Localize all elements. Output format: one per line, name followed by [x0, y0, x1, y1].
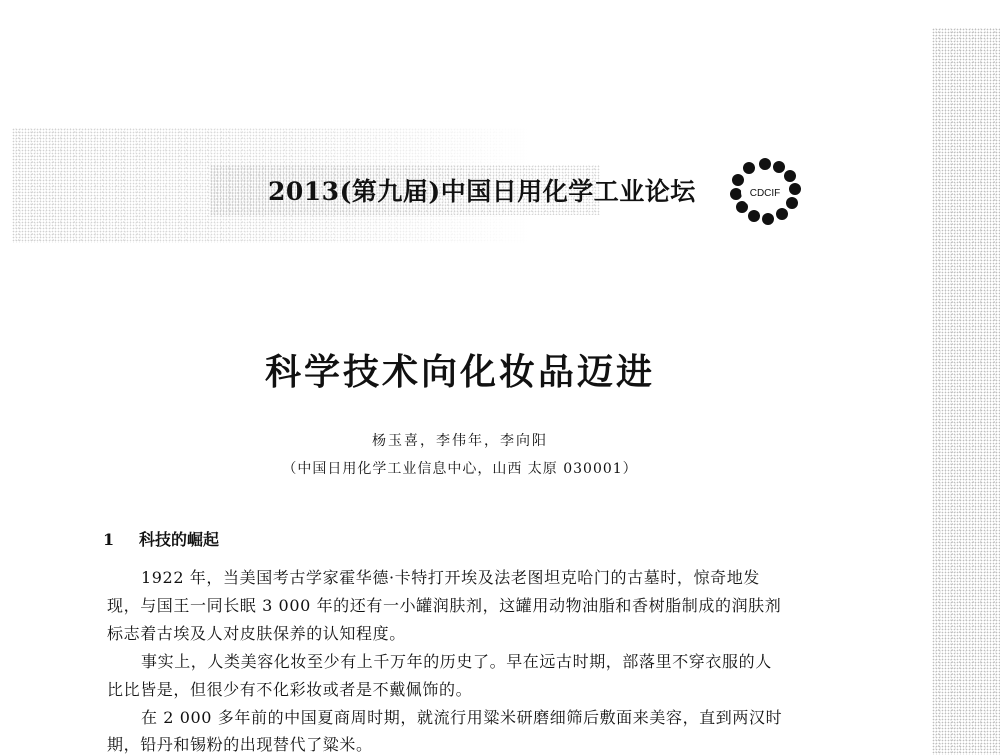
- paragraph-1-line-2: 现，与国王一同长眠 3 000 年的还有一小罐润肤剂，这罐用动物油脂和香树脂制成的润肤剂: [107, 596, 782, 615]
- section-number: 1: [103, 530, 115, 549]
- scan-edge-noise: [932, 28, 1000, 755]
- section-title: 科技的崛起: [139, 530, 220, 549]
- paragraph-2-line-2: 比比皆是，但很少有不化彩妆或者是不戴佩饰的。: [107, 680, 473, 699]
- author-list: 杨玉喜，李伟年，李向阳: [372, 433, 548, 449]
- paragraph-3-line-1: 在 2 000 多年前的中国夏商周时期，就流行用粱米研磨细筛后敷面来美容，直到两汉时: [141, 708, 783, 727]
- cdcif-logo: [724, 156, 806, 228]
- paragraph-2-line-1: 事实上，人类美容化妆至少有上千万年的历史了。早在远古时期，部落里不穿衣服的人: [141, 652, 772, 671]
- section-heading: [103, 527, 219, 550]
- svg-text:CDCIF: CDCIF: [749, 188, 781, 199]
- conference-title: 2013(第九届)中国日用化学工业论坛: [268, 177, 696, 206]
- author-affiliation: （中国日用化学工业信息中心，山西 太原 030001）: [282, 461, 638, 477]
- paper-title: 科学技术向化妆品迈进: [264, 351, 655, 393]
- paragraph-1-line-3: 标志着古埃及人对皮肤保养的认知程度。: [107, 624, 406, 643]
- paragraph-3-line-2: 期，铅丹和锡粉的出现替代了粱米。: [107, 735, 373, 754]
- paragraph-1-line-1: 1922 年，当美国考古学家霍华德·卡特打开埃及法老图坦克哈门的古墓时，惊奇地发: [141, 568, 760, 587]
